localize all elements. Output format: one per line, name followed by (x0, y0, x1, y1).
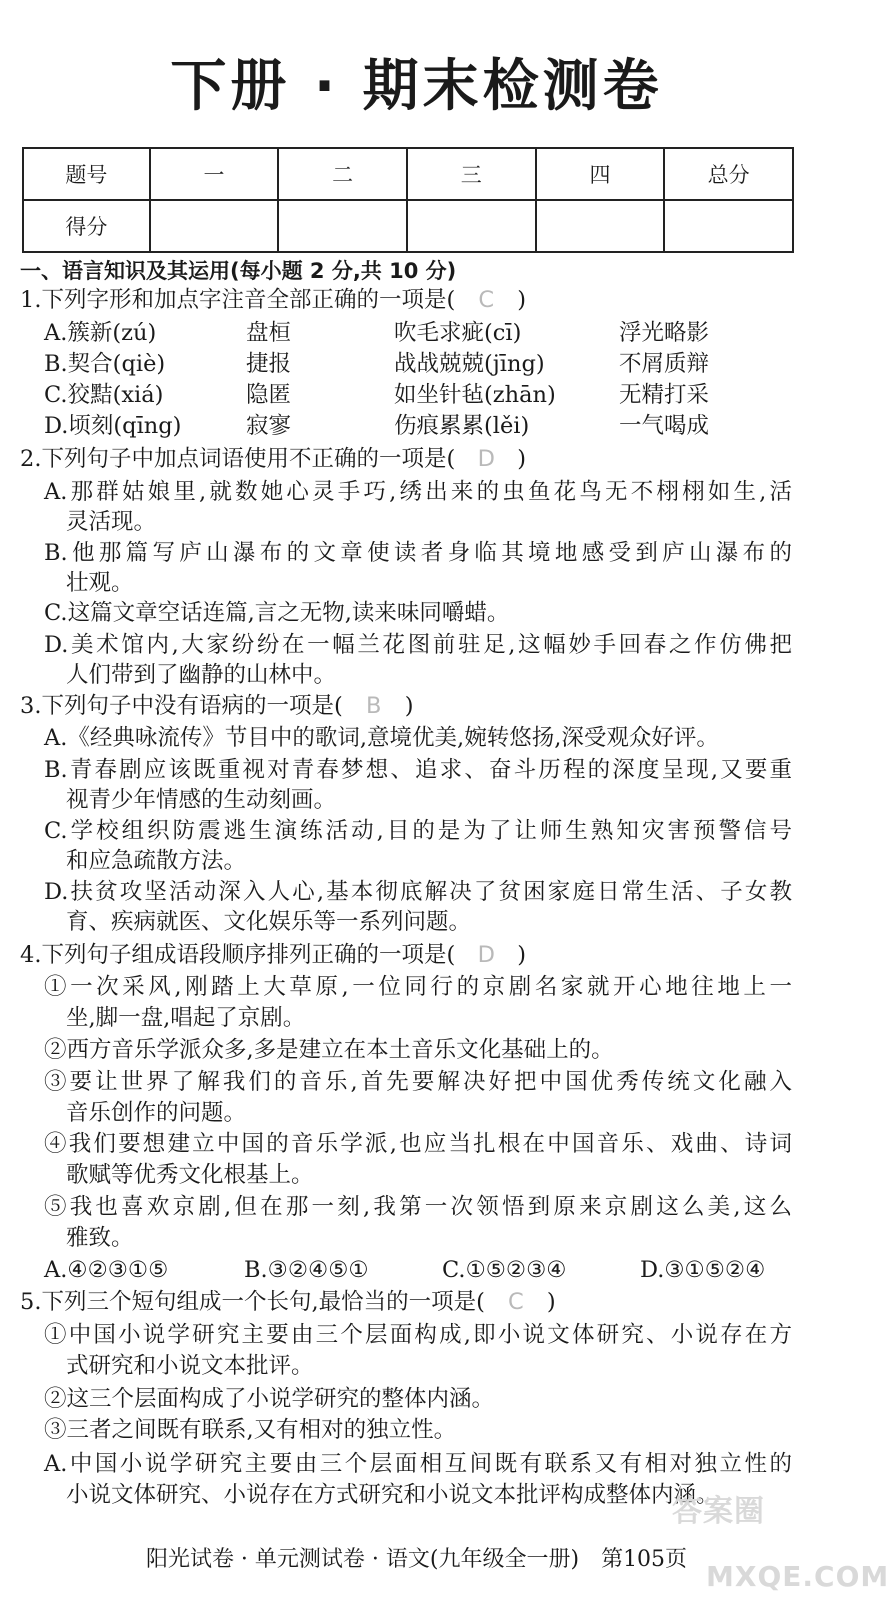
option-cell: D.顷刻(qīng) (44, 413, 182, 439)
option-cell: C.狡黠(xiá) (44, 382, 164, 408)
sentence-text: ①中国小说学研究主要由三个层面构成,即小说文体研究、小说存在方 (44, 1322, 792, 1348)
question-4-line (44, 1067, 792, 1097)
page-title: 下册 · 期末检测卷 (170, 54, 663, 119)
watermark-logo: 答案圈 (672, 1494, 765, 1529)
question-2-line: C.这篇文章空话连篇,言之无物,读来味同嚼蜡。 (44, 600, 510, 626)
option-text: D.美术馆内,大家纷纷在一幅兰花图前驻足,这幅妙手回春之作仿佛把 (44, 632, 792, 658)
option-text: A.那群姑娘里,就数她心灵手巧,绣出来的虫鱼花鸟无不栩栩如生,活 (44, 479, 792, 505)
score-input-cell[interactable] (278, 200, 407, 252)
question-2-line: 壮观。 (66, 570, 134, 596)
question-3-line (44, 755, 792, 785)
score-table (22, 147, 794, 253)
option-cell: B.契合(qiè) (44, 351, 166, 377)
option-cell: 捷报 (246, 351, 292, 377)
question-5-line: ③三者之间既有联系,又有相对的独立性。 (44, 1417, 457, 1443)
question-5-line (44, 1449, 792, 1479)
question-2-stem (20, 444, 526, 474)
question-4-option-row (44, 1255, 804, 1285)
question-4-stem (20, 940, 526, 970)
question-5-line (44, 1320, 792, 1350)
answer-mark: D (477, 942, 495, 968)
question-stem-text: 5.下列三个短句组成一个长句,最恰当的一项是( (20, 1289, 485, 1315)
question-1-option-row (44, 411, 744, 441)
question-2-line: 人们带到了幽静的山林中。 (66, 662, 337, 688)
option-cell: 如坐针毡(zhān) (394, 382, 556, 408)
question-3-line (44, 816, 792, 846)
question-2-line (44, 630, 792, 660)
score-input-cell[interactable] (407, 200, 536, 252)
option-cell: 伤痕累累(lěi) (394, 413, 530, 439)
question-4-line: 音乐创作的问题。 (66, 1100, 247, 1126)
question-bracket-close: ) (517, 446, 527, 472)
score-cell: 题号 (23, 148, 150, 200)
score-input-cell[interactable] (536, 200, 665, 252)
question-2-line: 灵活现。 (66, 509, 157, 535)
question-4-line (44, 1129, 792, 1159)
option-cell: 无精打采 (619, 382, 710, 408)
score-table-header-row (23, 148, 793, 200)
page-footer: 阳光试卷 · 单元测试卷 · 语文(九年级全一册) 第105页 (145, 1547, 688, 1572)
question-3-line (44, 877, 792, 907)
question-stem-text: 2.下列句子中加点词语使用不正确的一项是( (20, 446, 456, 472)
question-stem-text: 1.下列字形和加点字注音全部正确的一项是( (20, 287, 456, 313)
option-cell: D.③①⑤②④ (640, 1257, 766, 1283)
question-5-line: ②这三个层面构成了小说学研究的整体内涵。 (44, 1386, 495, 1412)
question-stem-text: 4.下列句子组成语段顺序排列正确的一项是( (20, 942, 456, 968)
sentence-text: ④我们要想建立中国的音乐学派,也应当扎根在中国音乐、戏曲、诗词 (44, 1131, 792, 1157)
answer-mark: C (478, 287, 495, 313)
score-cell: 三 (407, 148, 536, 200)
score-cell: 二 (278, 148, 407, 200)
score-cell: 四 (536, 148, 665, 200)
answer-mark: D (477, 446, 495, 472)
answer-mark: B (366, 693, 382, 719)
option-text: D.扶贫攻坚活动深入人心,基本彻底解决了贫困家庭日常生活、子女教 (44, 879, 792, 905)
score-table-score-row (23, 200, 793, 252)
option-cell: 不屑质辩 (619, 351, 710, 377)
score-cell: 得分 (23, 200, 150, 252)
question-3-line: 和应急疏散方法。 (66, 848, 247, 874)
question-3-line: 视青少年情感的生动刻画。 (66, 787, 337, 813)
option-text: C.学校组织防震逃生演练活动,目的是为了让师生熟知灾害预警信号 (44, 818, 792, 844)
sentence-text: ①一次采风,刚踏上大草原,一位同行的京剧名家就开心地往地上一 (44, 974, 792, 1000)
watermark-url: MXQE.COM (706, 1560, 889, 1593)
score-input-cell[interactable] (664, 200, 793, 252)
question-1-option-row (44, 380, 744, 410)
question-4-line: 歌赋等优秀文化根基上。 (66, 1162, 314, 1188)
sentence-text: ③要让世界了解我们的音乐,首先要解决好把中国优秀传统文化融入 (44, 1069, 792, 1095)
option-cell: 战战兢兢(jīng) (394, 351, 545, 377)
option-text: B.他那篇写庐山瀑布的文章使读者身临其境地感受到庐山瀑布的 (44, 540, 792, 566)
question-4-line (44, 972, 792, 1002)
sentence-text: ⑤我也喜欢京剧,但在那一刻,我第一次领悟到原来京剧这么美,这么 (44, 1194, 792, 1220)
question-1-option-row (44, 318, 744, 348)
question-bracket-close: ) (546, 1289, 556, 1315)
question-2-line (44, 538, 792, 568)
option-cell: A.簇新(zú) (44, 320, 157, 346)
question-5-line: 式研究和小说文本批评。 (66, 1353, 314, 1379)
option-text: B.青春剧应该既重视对青春梦想、追求、奋斗历程的深度呈现,又要重 (44, 757, 792, 783)
question-4-line: 雅致。 (66, 1225, 134, 1251)
question-stem-text: 3.下列句子中没有语病的一项是( (20, 693, 343, 719)
question-3-stem (20, 691, 414, 721)
option-cell: B.③②④⑤① (244, 1257, 369, 1283)
question-3-line: 育、疾病就医、文化娱乐等一系列问题。 (66, 909, 472, 935)
option-cell: 隐匿 (246, 382, 292, 408)
option-cell: 盘桓 (246, 320, 292, 346)
score-cell: 一 (150, 148, 279, 200)
question-5-line: 小说文体研究、小说存在方式研究和小说文本批评构成整体内涵。 (66, 1482, 719, 1508)
question-4-line: 坐,脚一盘,唱起了京剧。 (66, 1005, 306, 1031)
question-5-stem (20, 1287, 556, 1317)
option-cell: 吹毛求疵(cī) (394, 320, 522, 346)
question-3-line: A.《经典咏流传》节目中的歌词,意境优美,婉转悠扬,深受观众好评。 (44, 725, 719, 751)
option-cell: A.④②③①⑤ (44, 1257, 169, 1283)
score-cell: 总分 (664, 148, 793, 200)
option-cell: C.①⑤②③④ (442, 1257, 567, 1283)
section-heading: 一、语言知识及其运用(每小题 2 分,共 10 分) (20, 259, 457, 283)
question-bracket-close: ) (517, 942, 527, 968)
question-bracket-close: ) (517, 287, 527, 313)
option-cell: 浮光略影 (619, 320, 710, 346)
question-2-line (44, 477, 792, 507)
question-bracket-close: ) (404, 693, 414, 719)
question-4-line (44, 1192, 792, 1222)
option-cell: 寂寥 (246, 413, 292, 439)
option-text: A.中国小说学研究主要由三个层面相互间既有联系又有相对独立性的 (44, 1451, 792, 1477)
question-1-stem (20, 285, 526, 315)
score-input-cell[interactable] (150, 200, 279, 252)
question-1-option-row (44, 349, 744, 379)
option-cell: 一气喝成 (619, 413, 710, 439)
answer-mark: C (508, 1289, 524, 1315)
question-4-line: ②西方音乐学派众多,多是建立在本土音乐文化基础上的。 (44, 1037, 614, 1063)
